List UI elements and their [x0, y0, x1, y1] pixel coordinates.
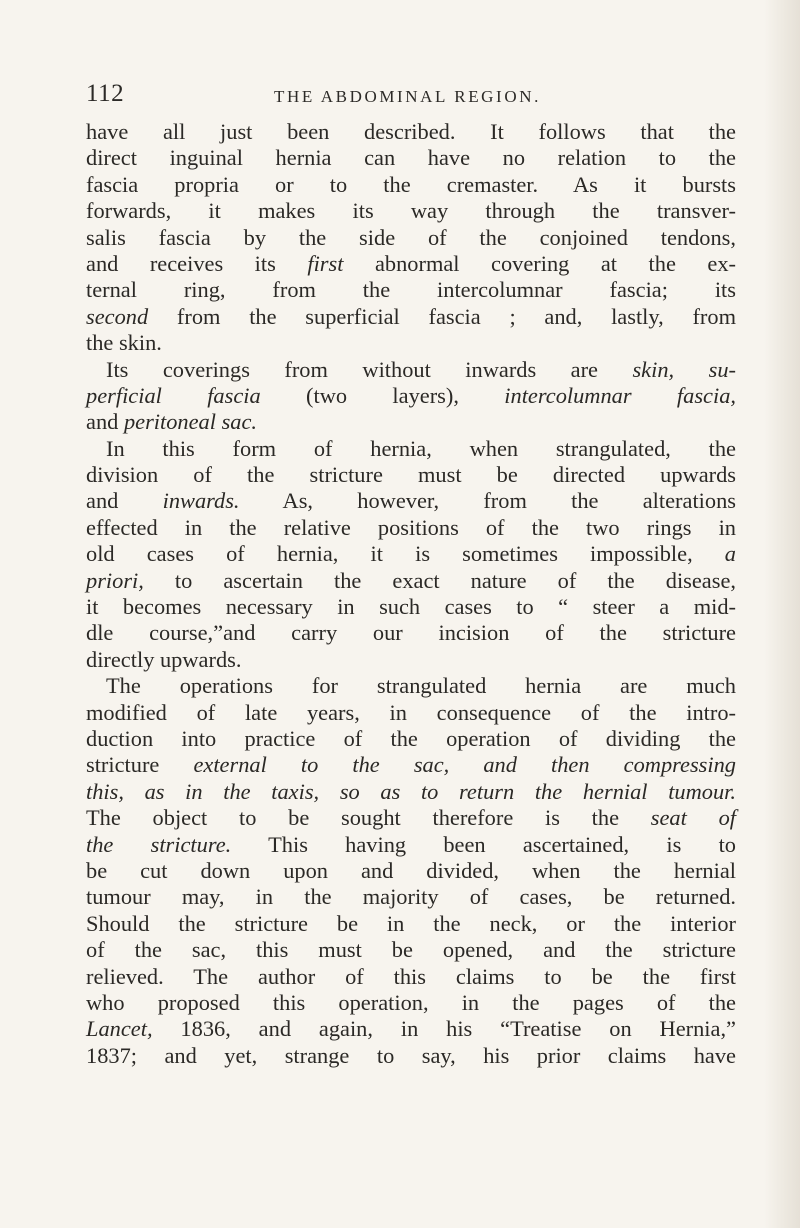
text-line	[86, 198, 736, 224]
text-line	[86, 119, 736, 145]
page-number: 112	[86, 80, 125, 107]
italic-text: skin, su-	[632, 356, 736, 382]
text-run: The operations for strangulated hernia are much	[106, 673, 736, 699]
text-line	[86, 832, 736, 858]
text-line	[86, 911, 736, 937]
text-line	[86, 541, 736, 567]
text-run: stricture	[86, 752, 194, 778]
text-line	[86, 409, 736, 435]
running-title: THE ABDOMINAL REGION.	[274, 87, 541, 106]
text-run: it becomes necessary in such cases to “ steer a mid-	[86, 594, 736, 620]
italic-text: peritoneal sac.	[123, 409, 258, 435]
italic-text: intercolumnar fascia,	[504, 382, 737, 408]
text-run: fascia propria or to the cremaster. As it bursts	[86, 171, 736, 197]
italic-text: perficial fascia	[86, 382, 261, 408]
body-text	[86, 119, 736, 1069]
text-run: and	[86, 409, 124, 435]
text-line	[86, 357, 736, 383]
text-line	[86, 990, 736, 1016]
italic-text: this, as in the taxis, so as to return the hernial tumour.	[86, 778, 736, 804]
italic-text: seat of	[650, 805, 736, 831]
text-line	[86, 752, 736, 778]
text-run: The object to be sought therefore is the	[86, 805, 651, 831]
text-run: be cut down upon and divided, when the hernial	[86, 857, 736, 883]
text-line	[86, 937, 736, 963]
text-line	[86, 805, 736, 831]
text-run: direct inguinal hernia can have no relation to the	[86, 145, 736, 171]
italic-text: first	[307, 250, 344, 276]
text-line	[86, 1043, 736, 1069]
text-line	[86, 251, 736, 277]
text-run: tumour may, in the majority of cases, be returned.	[86, 884, 736, 910]
text-line	[86, 488, 736, 514]
text-run: duction into practice of the operation of dividing the	[86, 725, 736, 751]
text-line	[86, 779, 736, 805]
italic-text: the stricture.	[86, 831, 232, 857]
italic-text: inwards.	[162, 488, 240, 514]
text-line	[86, 858, 736, 884]
text-line	[86, 330, 736, 356]
text-run: forwards, it makes its way through the transver-	[86, 198, 736, 224]
italic-text: external to the sac, and then compressing	[193, 752, 736, 778]
text-run: This having been ascertained, is to	[231, 831, 736, 857]
text-run: modified of late years, in consequence of the intro-	[86, 699, 736, 725]
italic-text: second	[86, 303, 149, 329]
text-run: Should the stricture be in the neck, or the interior	[86, 910, 736, 936]
text-line	[86, 277, 736, 303]
text-line	[86, 462, 736, 488]
text-run: salis fascia by the side of the conjoined tendons,	[86, 224, 736, 250]
text-line	[86, 383, 736, 409]
text-line	[86, 964, 736, 990]
text-line	[86, 568, 736, 594]
text-run: and	[86, 488, 163, 514]
text-line	[86, 700, 736, 726]
text-line	[86, 1016, 736, 1042]
text-line	[86, 594, 736, 620]
text-run: As, however, from the alterations	[239, 488, 736, 514]
text-run: have all just been described. It follows that the	[86, 119, 736, 144]
page-header	[86, 80, 726, 112]
text-run: of the sac, this must be opened, and the stricture	[86, 937, 736, 963]
text-run: and receives its	[86, 250, 308, 276]
text-line	[86, 673, 736, 699]
text-line	[86, 172, 736, 198]
text-run: who proposed this operation, in the pages of the	[86, 989, 736, 1015]
text-run: ternal ring, from the intercolumnar fascia; its	[86, 277, 736, 303]
text-run: In this form of hernia, when strangulated, the	[106, 435, 736, 461]
italic-text: a	[724, 541, 736, 567]
text-run: 1837; and yet, strange to say, his prior claims have	[86, 1042, 736, 1068]
text-run: Its coverings from without inwards are	[106, 356, 633, 382]
text-run: the skin.	[86, 330, 162, 356]
text-line	[86, 726, 736, 752]
text-run: division of the stricture must be directed upwards	[86, 462, 736, 488]
text-line	[86, 436, 736, 462]
text-line	[86, 145, 736, 171]
text-line	[86, 647, 736, 673]
text-line	[86, 225, 736, 251]
italic-text: Lancet,	[86, 1016, 153, 1042]
italic-text: priori,	[86, 567, 144, 593]
text-run: to ascertain the exact nature of the disease,	[143, 567, 736, 593]
text-run: relieved. The author of this claims to be the first	[86, 963, 736, 989]
text-run: directly upwards.	[86, 646, 242, 672]
text-run: dle course,”and carry our incision of the stricture	[86, 620, 736, 646]
text-line	[86, 304, 736, 330]
text-run: abnormal covering at the ex-	[343, 250, 736, 276]
text-run: effected in the relative positions of the two rings in	[86, 514, 736, 540]
text-run: 1836, and again, in his “Treatise on Hernia,”	[152, 1016, 736, 1042]
text-line	[86, 884, 736, 910]
text-line	[86, 620, 736, 646]
text-run: from the superficial fascia ; and, lastly, from	[148, 303, 736, 329]
page-edge-shadow	[764, 0, 800, 1228]
text-line	[86, 515, 736, 541]
text-run: (two layers),	[260, 382, 505, 408]
text-run: old cases of hernia, it is sometimes impossible,	[86, 541, 725, 567]
